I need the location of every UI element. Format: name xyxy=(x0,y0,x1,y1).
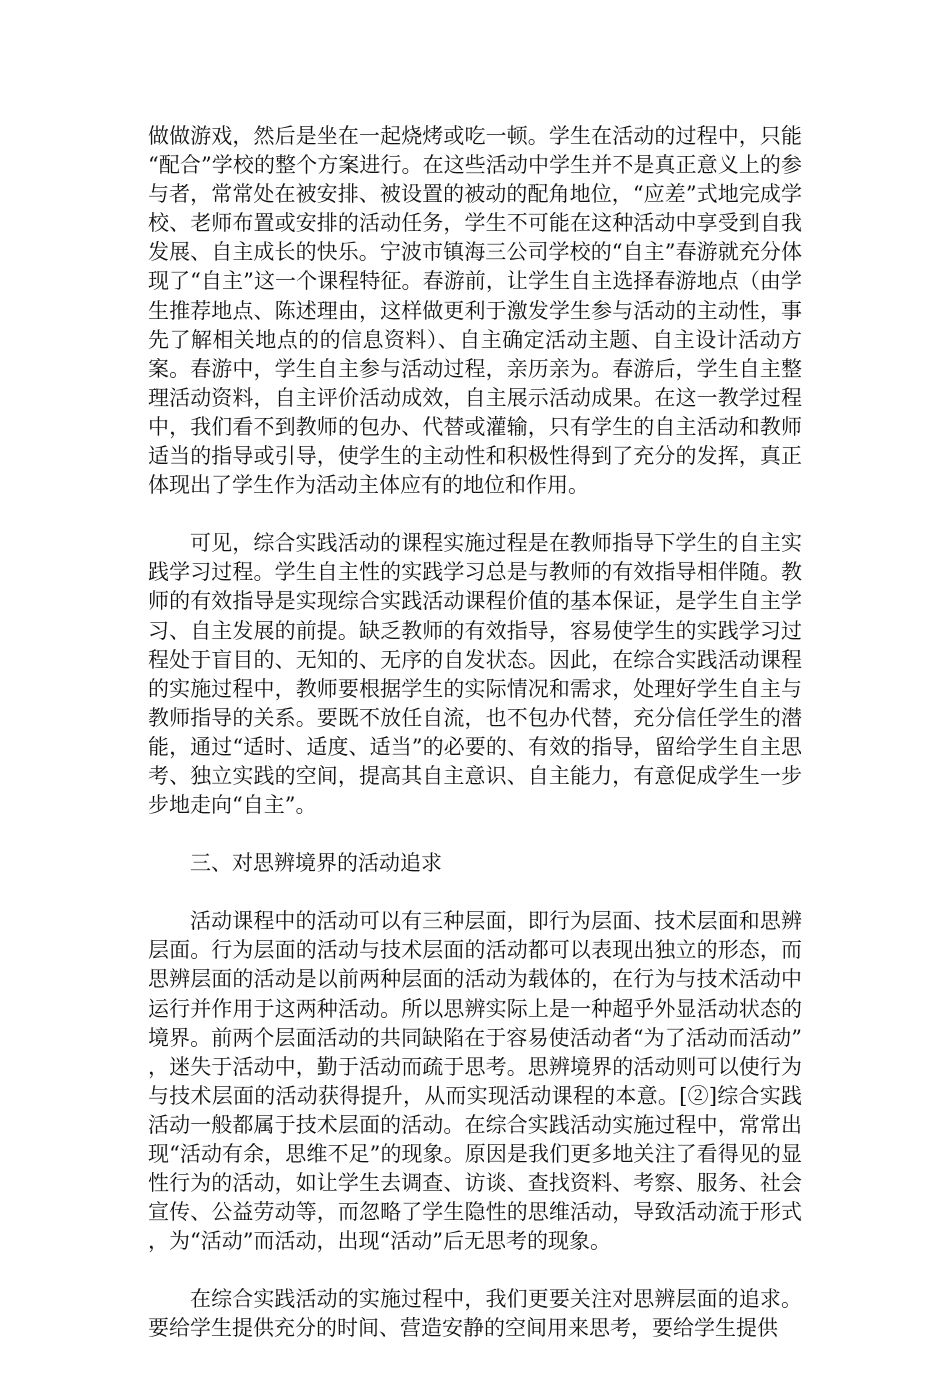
paragraph-4: 在综合实践活动的实施过程中，我们更要关注对思辨层面的追求。要给学生提供充分的时间、营造安静的空间用来思考，要给学生提供 xyxy=(148,1287,802,1341)
paragraph-2: 可见，综合实践活动的课程实施过程是在教师指导下学生的自主实践学习过程。学生自主性的实践学习总是与教师的有效指导相伴随。教师的有效指导是实现综合实践活动课程价值的基本保证，是学生自主学习、自主发展的前提。缺乏教师的有效指导，容易使学生的实践学习过程处于盲目的、无知的、无序的自发状态。因此，在综合实践活动课程的实施过程中，教师要根据学生的实际情况和需求，处理好学生自主与教师指导的关系。要既不放任自流，也不包办代替，充分信任学生的潜能，通过“适时、适度、适当”的必要的、有效的指导，留给学生自主思考、独立实践的空间，提高其自主意识、自主能力，有意促成学生一步步地走向“自主”。 xyxy=(148,531,802,818)
paragraph-3: 活动课程中的活动可以有三种层面，即行为层面、技术层面和思辨层面。行为层面的活动与技术层面的活动都可以表现出独立的形态，而思辨层面的活动是以前两种层面的活动为载体的，在行为与技术活动中运行并作用于这两种活动。所以思辨实际上是一种超乎外显活动状态的境界。前两个层面活动的共同缺陷在于容易使活动者“为了活动而活动”，迷失于活动中，勤于活动而疏于思考。思辨境界的活动则可以使行为与技术层面的活动获得提升，从而实现活动课程的本意。[②]综合实践活动一般都属于技术层面的活动。在综合实践活动实施过程中，常常出现“活动有余，思维不足”的现象。原因是我们更多地关注了看得见的显性行为的活动，如让学生去调查、访谈、查找资料、考察、服务、社会宣传、公益劳动等，而忽略了学生隐性的思维活动，导致活动流于形式，为“活动”而活动，出现“活动”后无思考的现象。 xyxy=(148,909,802,1254)
section-heading-3: 三、对思辨境界的活动追求 xyxy=(190,851,442,876)
paragraph-1: 做做游戏，然后是坐在一起烧烤或吃一顿。学生在活动的过程中，只能“配合”学校的整个方案进行。在这些活动中学生并不是真正意义上的参与者，常常处在被安排、被设置的被动的配角地位，“应差”式地完成学校、老师布置或安排的活动任务，学生不可能在这种活动中享受到自我发展、自主成长的快乐。宁波市镇海三公司学校的“自主”春游就充分体现了“自主”这一个课程特征。春游前，让学生自主选择春游地点（由学生推荐地点、陈述理由，这样做更利于激发学生参与活动的主动性，事先了解相关地点的的信息资料）、自主确定活动主题、自主设计活动方案。春游中，学生自主参与活动过程，亲历亲为。春游后，学生自主整理活动资料，自主评价活动成效，自主展示活动成果。在这一教学过程中，我们看不到教师的包办、代替或灌输，只有学生的自主活动和教师适当的指导或引导，使学生的主动性和积极性得到了充分的发挥，真正体现出了学生作为活动主体应有的地位和作用。 xyxy=(148,124,802,498)
document-body xyxy=(148,122,802,1373)
